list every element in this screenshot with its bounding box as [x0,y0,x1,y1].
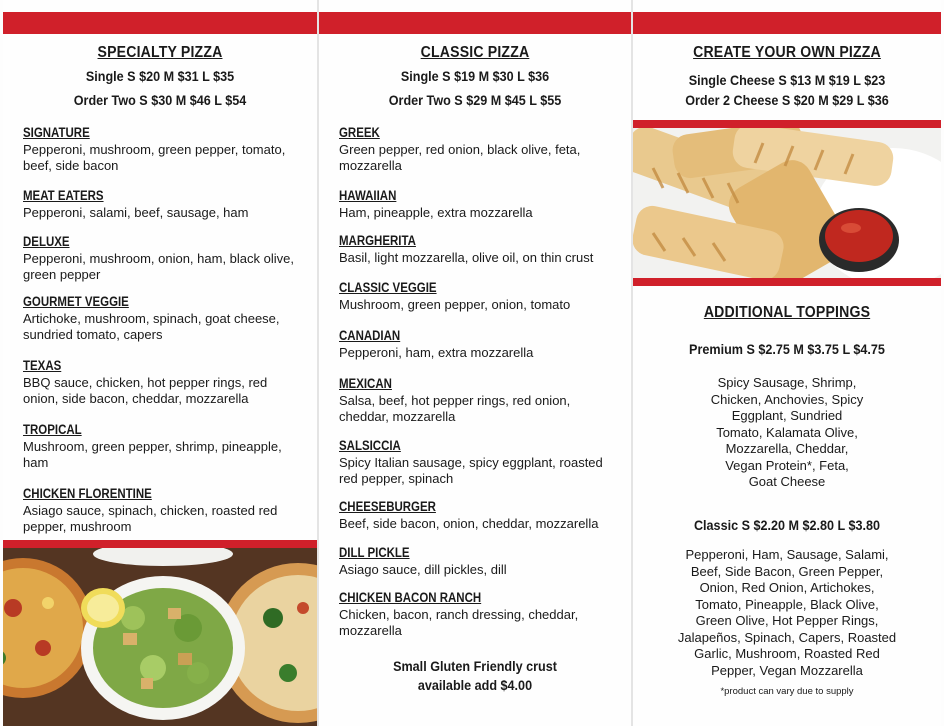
item-desc: Spicy Italian sausage, spicy eggplant, roasted red pepper, spinach [339,455,603,486]
topping-line: Green Olive, Hot Pepper Rings, [695,613,879,628]
topping-line: Jalapeños, Spinach, Capers, Roasted [677,629,897,645]
menu-item [339,590,617,639]
topping-line: Garlic, Mushroom, Roasted Red [694,646,880,661]
item-desc: Chicken, bacon, ranch dressing, cheddar, mozzarella [339,607,579,638]
menu-item [23,188,303,221]
item-name: SIGNATURE [23,125,90,140]
item-name: GREEK [339,125,380,140]
menu-item [339,188,617,221]
gluten-free-note-line2: available add $4.00 [417,677,533,693]
topping-line: Tomato, Kalamata Olive, [716,424,858,440]
classic-toppings-list [633,547,941,679]
create-single-price: Single Cheese S $13 M $19 L $23 [688,72,886,88]
item-desc: Asiago sauce, spinach, chicken, roasted red pepper, mushroom [23,503,278,534]
topping-line: Chicken, Anchovies, Spicy [710,391,864,407]
specialty-panel [3,0,317,726]
item-desc: Salsa, beef, hot pepper rings, red onion, cheddar, mozzarella [339,393,571,424]
item-name: DILL PICKLE [339,545,410,560]
menu-item [23,486,303,535]
item-name: MEAT EATERS [23,188,104,203]
item-desc: Green pepper, red onion, black olive, feta, mozzarella [339,142,581,173]
menu-item [23,125,303,174]
item-desc: Artichoke, mushroom, spinach, goat cheese, sundried tomato, capers [23,311,280,342]
menu-item [339,328,617,361]
item-name: TROPICAL [23,422,82,437]
topping-line: Eggplant, Sundried [731,408,843,423]
item-name: MARGHERITA [339,233,416,248]
item-desc: Asiago sauce, dill pickles, dill [339,562,507,577]
create-title: CREATE YOUR OWN PIZZA [693,44,881,61]
red-photo-bar [3,540,317,548]
supply-note: *product can vary due to supply [720,686,854,697]
item-desc: Pepperoni, mushroom, green pepper, tomato, beef, side bacon [23,142,286,173]
item-desc: Mushroom, green pepper, onion, tomato [339,297,571,312]
red-header-bar [3,12,317,34]
premium-price: Premium S $2.75 M $3.75 L $4.75 [689,341,885,357]
breadsticks-photo [633,128,941,278]
create-order-two-price: Order 2 Cheese S $20 M $29 L $36 [685,92,889,108]
topping-line: Pepper, Vegan Mozzarella [711,662,863,678]
menu-item [339,438,617,487]
menu-item [339,545,617,578]
item-name: SALSICCIA [339,438,401,453]
item-desc: Basil, light mozzarella, olive oil, on thin crust [339,250,594,265]
specialty-title: SPECIALTY PIZZA [97,44,223,61]
classic-title: CLASSIC PIZZA [420,44,530,61]
item-name: CANADIAN [339,328,401,343]
topping-line: Spicy Sausage, Shrimp, [717,375,857,390]
item-desc: Mushroom, green pepper, shrimp, pineapple, ham [23,439,282,470]
topping-line: Pepperoni, Ham, Sausage, Salami, [685,547,889,562]
create-panel [633,0,941,726]
premium-toppings-list [633,375,941,491]
topping-line: Tomato, Pineapple, Black Olive, [695,596,879,612]
classic-single-price: Single S $19 M $30 L $36 [400,68,550,84]
gluten-free-note-line1: Small Gluten Friendly crust [393,658,557,674]
item-desc: Pepperoni, ham, extra mozzarella [339,345,534,360]
topping-line: Beef, Side Bacon, Green Pepper, [690,563,884,579]
topping-line: Mozzarella, Cheddar, [725,441,849,456]
item-desc: Pepperoni, mushroom, onion, ham, black olive, green pepper [23,251,294,282]
item-name: CHEESEBURGER [339,499,436,514]
item-name: CHICKEN FLORENTINE [23,486,152,501]
topping-line: Onion, Red Onion, Artichokes, [699,580,875,595]
item-desc: Pepperoni, salami, beef, sausage, ham [23,205,249,220]
menu-item [23,294,303,343]
menu-item [339,233,617,266]
item-name: MEXICAN [339,376,392,391]
specialty-order-two-price: Order Two S $30 M $46 L $54 [73,92,247,108]
menu-item [339,376,617,425]
item-desc: Beef, side bacon, onion, cheddar, mozzarella [339,516,599,531]
menu-item [339,125,617,174]
classic-panel [319,0,631,726]
topping-line: Vegan Protein*, Feta, [725,457,849,473]
classic-topping-price: Classic S $2.20 M $2.80 L $3.80 [693,517,881,533]
menu-item [339,280,617,313]
item-name: CHICKEN BACON RANCH [339,590,482,605]
menu-item [339,499,617,532]
salad-pizza-photo [3,548,317,726]
topping-line: Goat Cheese [748,474,826,489]
menu-item [23,234,303,283]
item-name: DELUXE [23,234,70,249]
red-header-bar [319,12,631,34]
item-desc: BBQ sauce, chicken, hot pepper rings, red onion, side bacon, cheddar, mozzarella [23,375,268,406]
item-name: GOURMET VEGGIE [23,294,129,309]
classic-order-two-price: Order Two S $29 M $45 L $55 [388,92,562,108]
specialty-single-price: Single S $20 M $31 L $35 [85,68,235,84]
toppings-title: ADDITIONAL TOPPINGS [703,304,871,321]
item-name: CLASSIC VEGGIE [339,280,437,295]
item-name: HAWAIIAN [339,188,397,203]
red-header-bar [633,12,941,34]
red-photo-bar [633,120,941,128]
menu-item [23,358,303,407]
menu-item [23,422,303,471]
item-desc: Ham, pineapple, extra mozzarella [339,205,533,220]
item-name: TEXAS [23,358,62,373]
red-photo-bar [633,278,941,286]
